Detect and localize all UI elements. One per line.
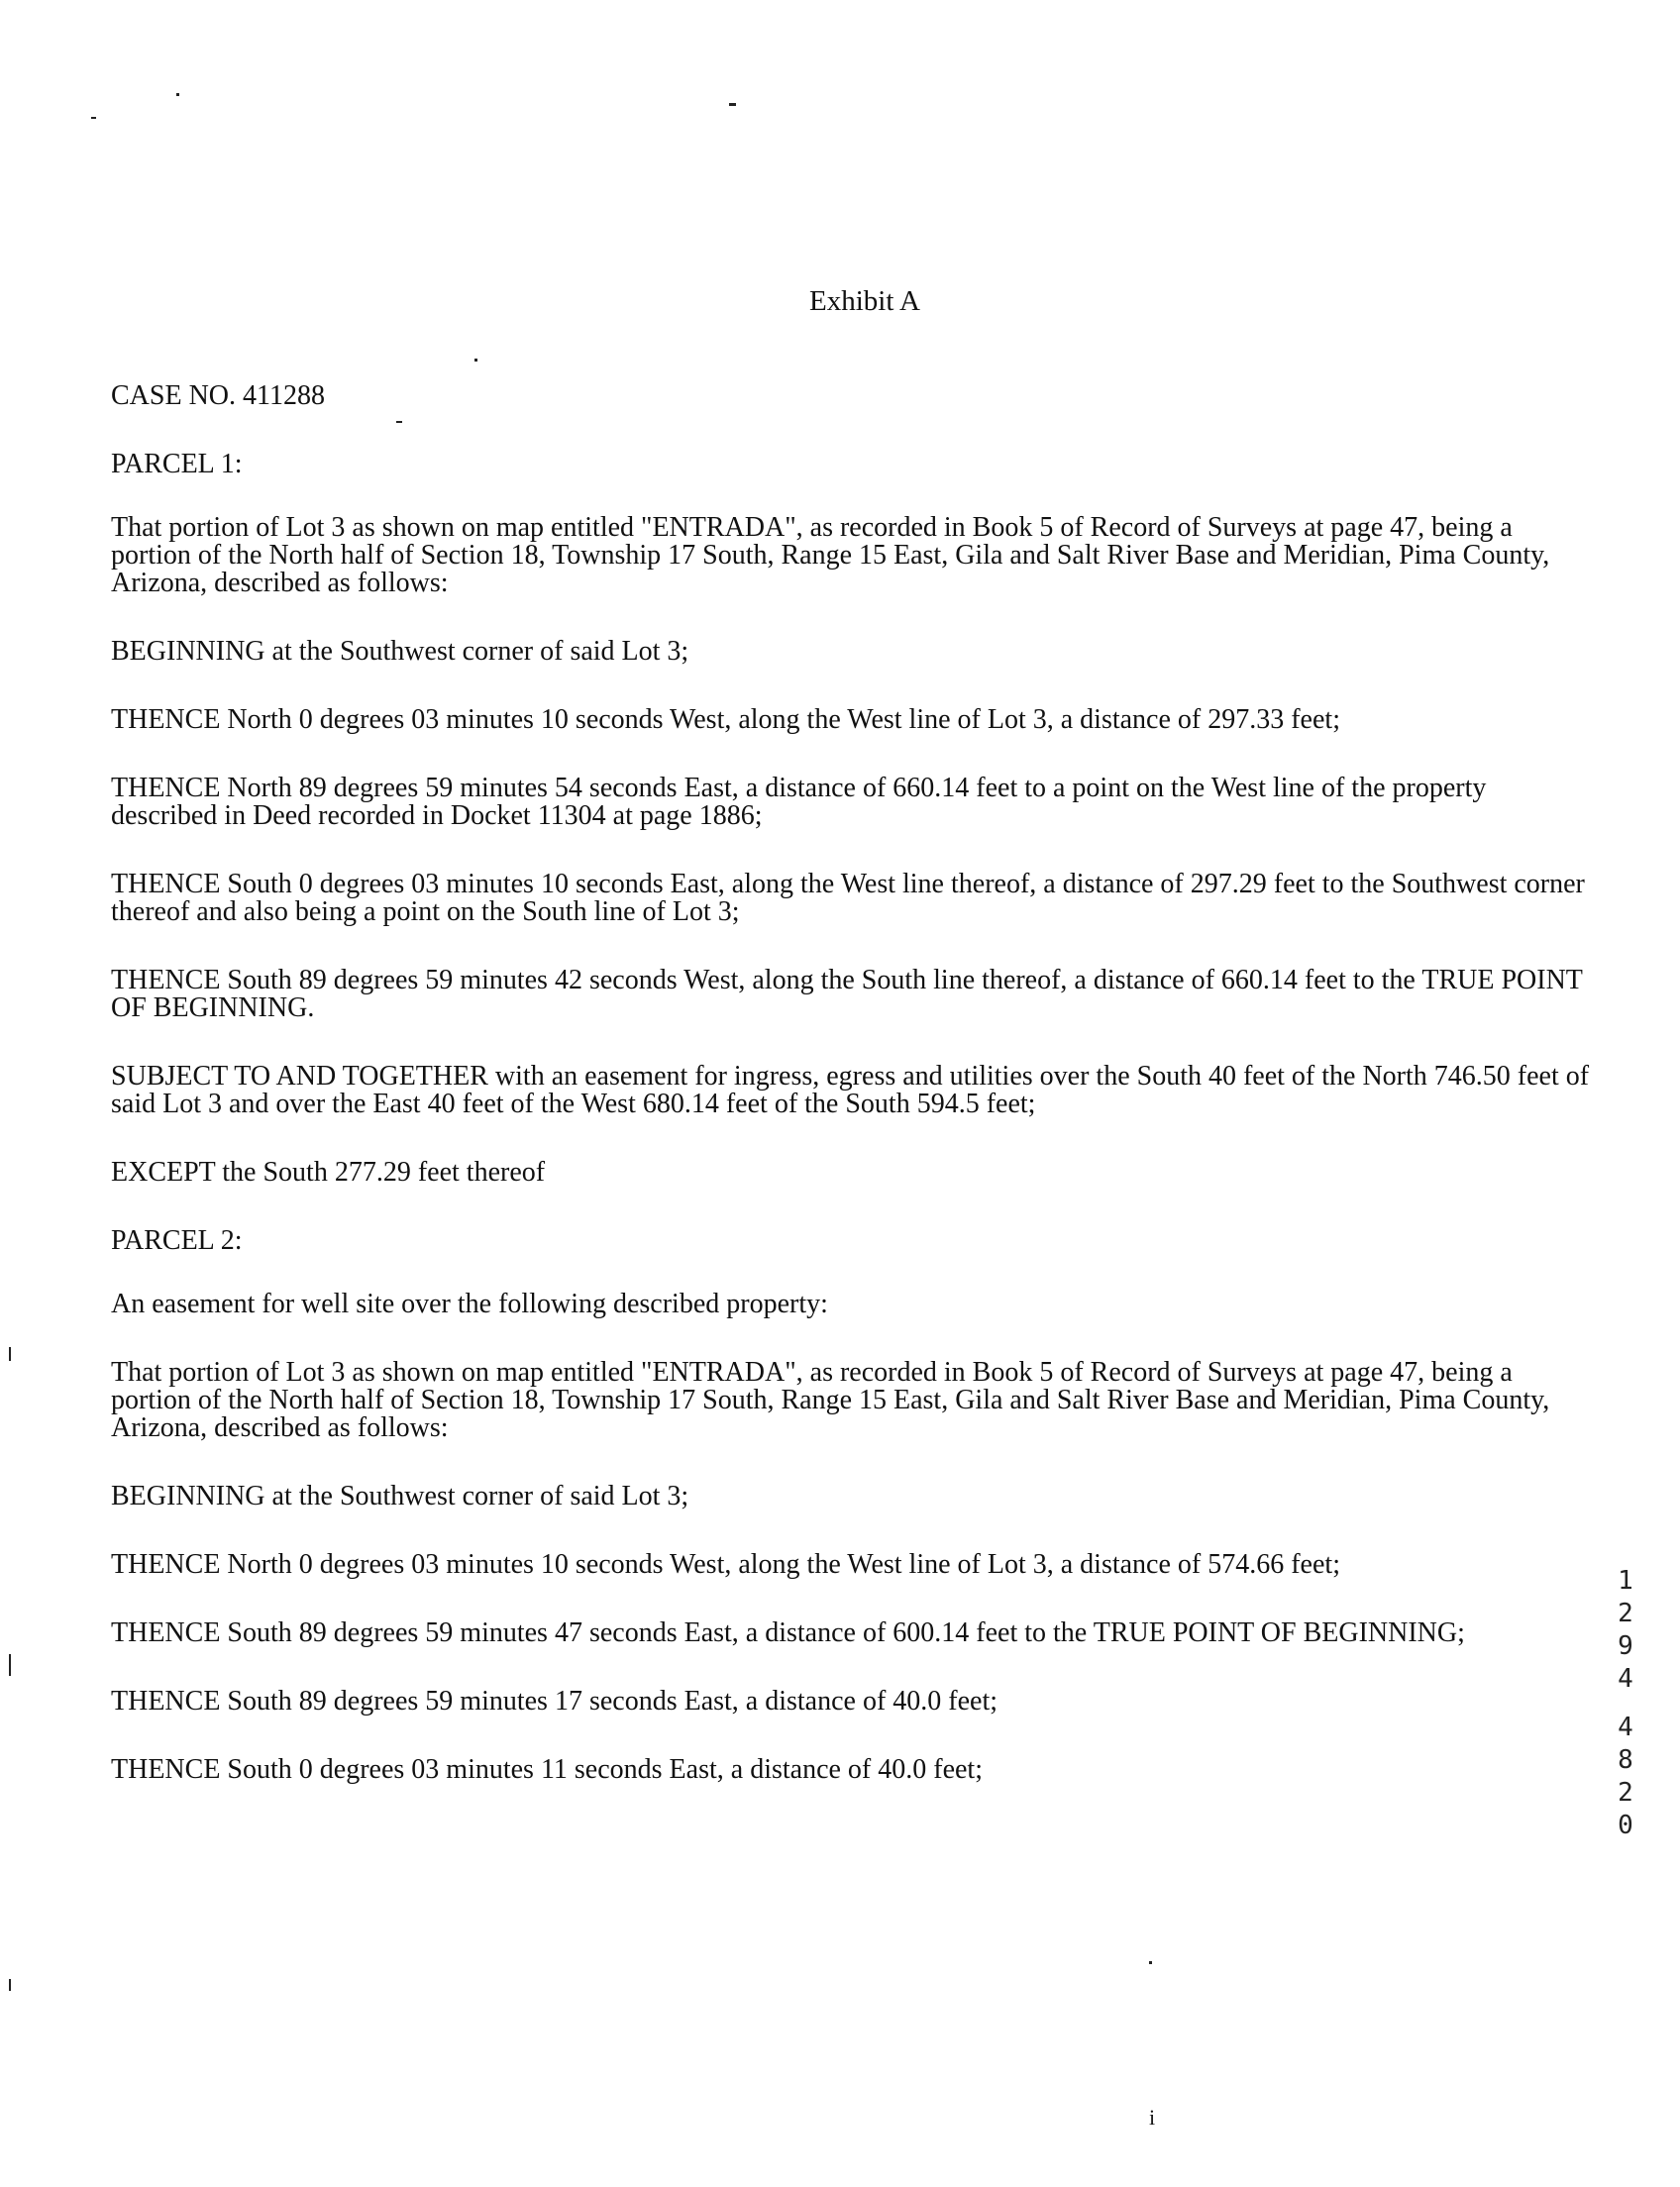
parcel-2-intro: That portion of Lot 3 as shown on map entitled "ENTRADA", as recorded in Book 5 of Record of Surveys at page 47, being a portion of the North half of Section 18, Township 17 South, Range 15 East, Gila and Salt River Base and Meridian, Pima County, Arizona, described as follows: xyxy=(111,1357,1550,1443)
scan-speck xyxy=(91,117,96,119)
recording-number-stamp xyxy=(1611,1565,1640,1842)
parcel-1-except-clause: EXCEPT the South 277.29 feet thereof xyxy=(111,1157,546,1188)
case-number: CASE NO. 411288 xyxy=(111,380,325,411)
stamp-digit: 8 xyxy=(1618,1745,1633,1775)
parcel-2-beginning: BEGINNING at the Southwest corner of said Lot 3; xyxy=(111,1481,689,1511)
document-body xyxy=(111,382,1597,1824)
stamp-digit: 2 xyxy=(1618,1599,1633,1628)
scan-speck xyxy=(9,1654,11,1676)
scan-speck xyxy=(176,93,179,96)
stamp-digit: 0 xyxy=(1618,1811,1633,1840)
parcel-1-beginning: BEGINNING at the Southwest corner of said Lot 3; xyxy=(111,636,689,667)
scan-speck xyxy=(1149,1961,1152,1964)
parcel-2-course-1: THENCE North 0 degrees 03 minutes 10 seconds West, along the West line of Lot 3, a distance of 574.66 feet; xyxy=(111,1549,1340,1580)
stamp-digit: 1 xyxy=(1618,1566,1633,1596)
stamp-digit: 4 xyxy=(1618,1664,1633,1694)
scan-speck xyxy=(9,1347,11,1361)
scan-speck xyxy=(474,359,477,362)
parcel-2-course-4: THENCE South 0 degrees 03 minutes 11 seconds East, a distance of 40.0 feet; xyxy=(111,1754,983,1785)
parcel-1-course-1: THENCE North 0 degrees 03 minutes 10 seconds West, along the West line of Lot 3, a distance of 297.33 feet; xyxy=(111,704,1340,735)
parcel-2-course-2: THENCE South 89 degrees 59 minutes 47 seconds East, a distance of 600.14 feet to the TRUE POINT OF BEGINNING; xyxy=(111,1617,1465,1648)
scan-speck xyxy=(729,103,736,106)
scan-speck xyxy=(9,1979,11,1991)
parcel-2-course-3: THENCE South 89 degrees 59 minutes 17 seconds East, a distance of 40.0 feet; xyxy=(111,1686,998,1717)
parcel-1-heading: PARCEL 1: xyxy=(111,449,243,479)
document-title: Exhibit A xyxy=(809,285,920,317)
stamp-digit: 2 xyxy=(1618,1778,1633,1808)
parcel-1-course-2: THENCE North 89 degrees 59 minutes 54 seconds East, a distance of 660.14 feet to a point on the West line of the property described in Deed recorded in Docket 11304 at page 1886; xyxy=(111,773,1487,831)
stamp-digit: 9 xyxy=(1618,1631,1633,1661)
parcel-1-subject-clause: SUBJECT TO AND TOGETHER with an easement for ingress, egress and utilities over the South 40 feet of the North 746.50 feet of said Lot 3 and over the East 40 feet of the West 680.14 feet of the South 594.5 feet; xyxy=(111,1061,1590,1119)
parcel-1-course-3: THENCE South 0 degrees 03 minutes 10 seconds East, along the West line thereof, a distance of 297.29 feet to the Southwest corner thereof and also being a point on the South line of Lot 3; xyxy=(111,869,1585,927)
parcel-2-heading: PARCEL 2: xyxy=(111,1225,243,1256)
parcel-2-easement: An easement for well site over the following described property: xyxy=(111,1289,828,1319)
stamp-digit: 4 xyxy=(1618,1713,1633,1742)
page-mark: i xyxy=(1149,2105,1156,2130)
parcel-1-intro: That portion of Lot 3 as shown on map entitled "ENTRADA", as recorded in Book 5 of Record of Surveys at page 47, being a portion of the North half of Section 18, Township 17 South, Range 15 East, Gila and Salt River Base and Meridian, Pima County, Arizona, described as follows: xyxy=(111,512,1550,598)
parcel-1-course-4: THENCE South 89 degrees 59 minutes 42 seconds West, along the South line thereof, a distance of 660.14 feet to the TRUE POINT OF BEGINNING. xyxy=(111,965,1583,1023)
